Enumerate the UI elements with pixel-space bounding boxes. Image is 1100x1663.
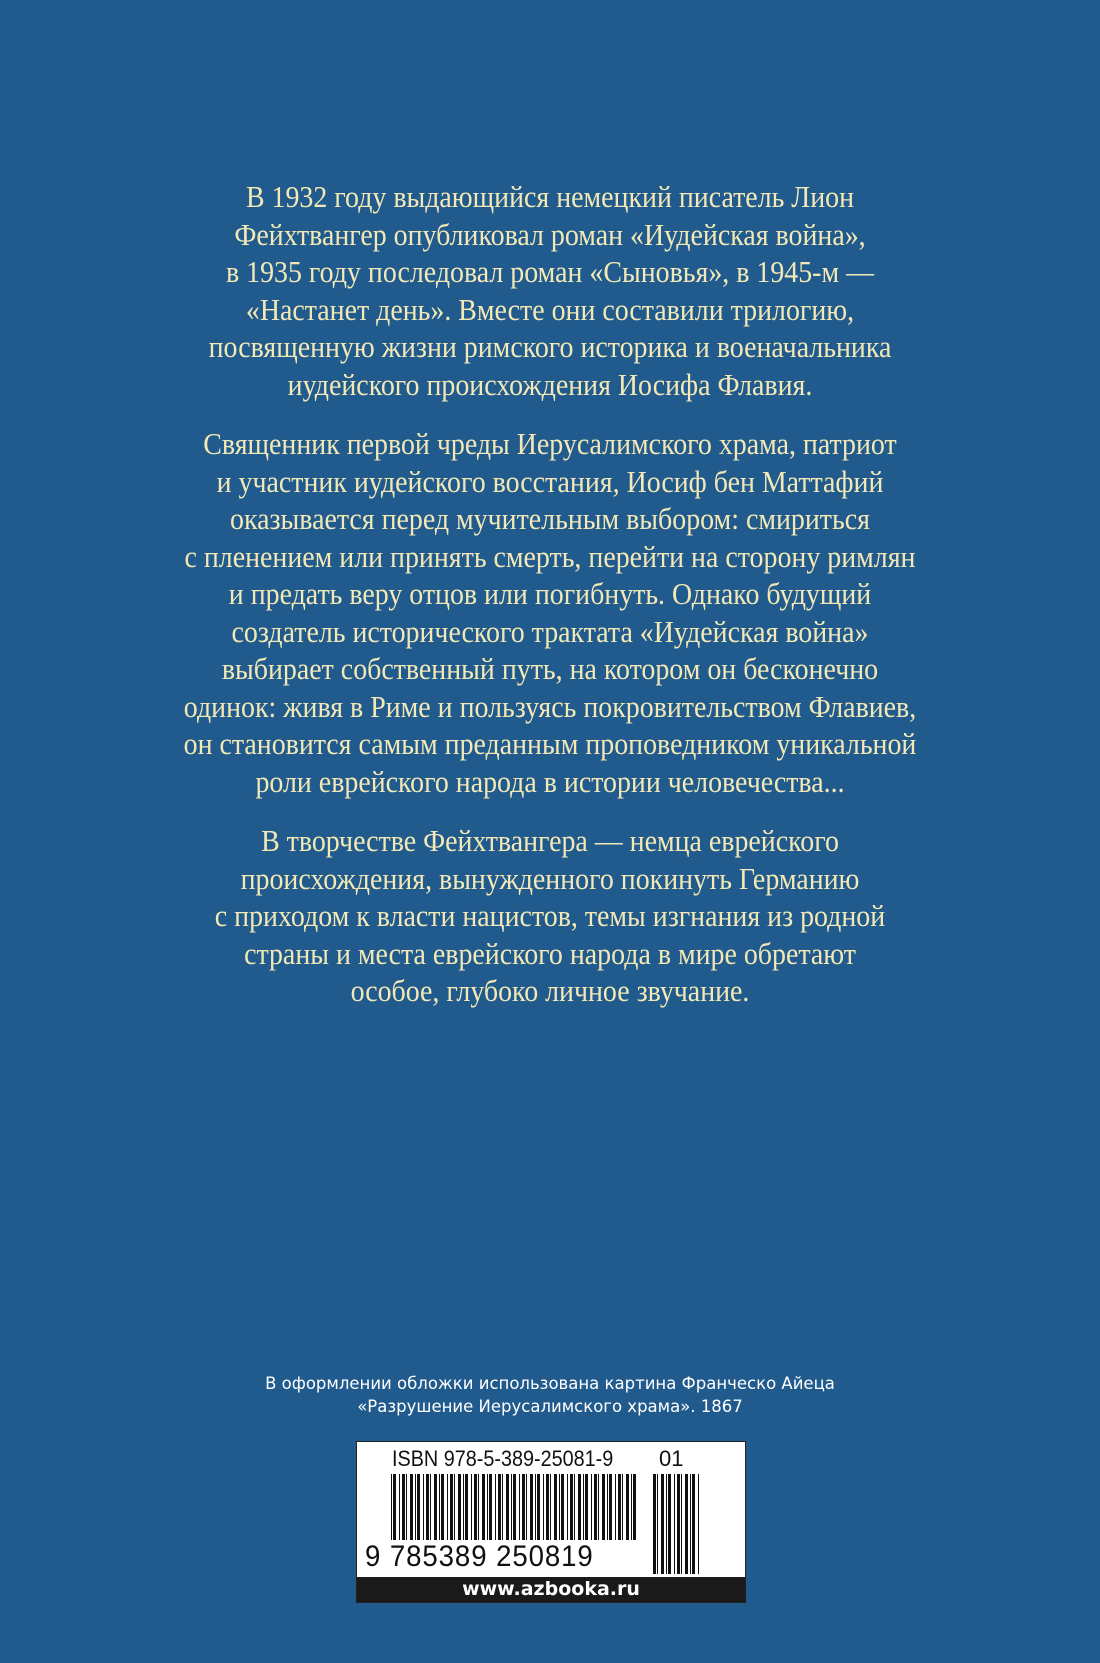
blurb-line: Священник первой чреды Иерусалимского храма, патриот (203, 426, 897, 461)
barcode-bar (487, 1474, 488, 1540)
barcode-bar (574, 1474, 575, 1540)
blurb-line: В 1932 году выдающийся немецкий писатель Лион (245, 179, 855, 214)
barcode-bar (585, 1474, 588, 1540)
blurb-line: роли еврейского народа в истории человечества... (255, 763, 845, 799)
barcode-bar (526, 1474, 527, 1540)
back-cover-blurb (0, 178, 1100, 1032)
barcode-bar (633, 1474, 636, 1540)
barcode-bar (567, 1474, 568, 1540)
blurb-line: он становится самым преданным проповедником уникальной (183, 726, 917, 761)
barcode-bar (550, 1474, 551, 1540)
barcode-bar (463, 1474, 464, 1540)
barcode-bar (543, 1474, 544, 1540)
barcode-bar (415, 1474, 416, 1540)
addon-code: 01 (659, 1446, 684, 1471)
barcode-bar (685, 1474, 688, 1574)
barcode-bar (657, 1474, 658, 1574)
barcode-bar (441, 1474, 444, 1540)
barcode-bar (391, 1474, 392, 1540)
barcode-bar (559, 1474, 560, 1540)
barcode-bar (578, 1474, 581, 1540)
barcode-bar (546, 1474, 549, 1540)
barcode-bar (423, 1474, 424, 1540)
barcode-bar (454, 1474, 455, 1540)
barcode-bar (602, 1474, 605, 1540)
barcode-bar (668, 1474, 671, 1574)
blurb-line: создатель исторического трактата «Иудейская война» (231, 613, 869, 649)
blurb-line: Фейхтвангер опубликовал роман «Иудейская война», (234, 216, 866, 252)
barcode-bar (598, 1474, 599, 1540)
barcode-bar (677, 1474, 680, 1574)
barcode-bar (393, 1474, 396, 1540)
isbn-label: ISBN 978-5-389-25081-9 (392, 1446, 614, 1471)
barcode-bar (698, 1474, 699, 1574)
barcode-bar (594, 1474, 597, 1540)
blurb-line: иудейского происхождения Иосифа Флавия. (287, 366, 813, 402)
blurb-line: и предать веру отцов или погибнуть. Однако будущий (228, 576, 872, 611)
barcode-bar (489, 1474, 492, 1540)
blurb-line: происхождения, вынужденного покинуть Германию (240, 860, 860, 896)
barcode-bar (434, 1474, 437, 1540)
publisher-url: www.azbooka.ru (357, 1577, 745, 1602)
cover-art-credit (0, 1372, 1100, 1418)
barcode-bar (690, 1474, 691, 1574)
barcode-bar (522, 1474, 525, 1540)
barcode-bar (535, 1474, 536, 1540)
blurb-line: с пленением или принять смерть, перейти на сторону римлян (184, 538, 916, 574)
barcode-bar (511, 1474, 512, 1540)
blurb-line: оказывается перед мучительным выбором: смириться (230, 501, 870, 536)
barcode-bar (570, 1474, 573, 1540)
barcode-bar (622, 1474, 623, 1540)
barcode-bar (666, 1474, 667, 1574)
barcode-bar (692, 1474, 695, 1574)
barcode-bar (530, 1474, 533, 1540)
blurb-paragraph (0, 425, 1100, 800)
blurb-line: В творчестве Фейхтвангера — немца еврейского (261, 823, 839, 858)
barcode-bar (406, 1474, 407, 1540)
barcode-bar (399, 1474, 400, 1540)
barcode-bar (591, 1474, 592, 1540)
blurb-line: особое, глубоко личное звучание. (350, 973, 750, 1008)
barcode-bar (674, 1474, 675, 1574)
blurb-line: посвященную жизни римского историка и военачальника (208, 329, 892, 364)
blurb-line: с приходом к власти нацистов, темы изгнания из родной (214, 898, 886, 933)
barcode-bar (465, 1474, 468, 1540)
barcode-bar (417, 1474, 420, 1540)
barcode-bar (482, 1474, 485, 1540)
credit-line-1: В оформлении обложки использована картина Франческо Айеца (265, 1374, 835, 1393)
barcode-bar (519, 1474, 520, 1540)
blurb-line: выбирает собственный путь, на котором он бесконечно (221, 651, 879, 686)
barcode-bar (458, 1474, 461, 1540)
barcode-bar (513, 1474, 516, 1540)
barcode-bar (430, 1474, 431, 1540)
blurb-paragraph (0, 178, 1100, 403)
barcode-bar (583, 1474, 584, 1540)
barcode-bar (426, 1474, 429, 1540)
barcode-bar (502, 1474, 503, 1540)
barcode-bar (653, 1474, 656, 1574)
barcode-bar (498, 1474, 501, 1540)
barcode-bar (478, 1474, 479, 1540)
barcode-bar (471, 1474, 472, 1540)
barcode-bar (661, 1474, 664, 1574)
blurb-line: и участник иудейского восстания, Иосиф бен Маттафий (216, 463, 884, 499)
barcode-bar (561, 1474, 564, 1540)
barcode-bar (631, 1474, 632, 1540)
blurb-line: в 1935 году последовал роман «Сыновья», в 1945-м — (225, 254, 875, 289)
blurb-paragraph (0, 822, 1100, 1010)
barcode-bar (402, 1474, 405, 1540)
credit-line-2: «Разрушение Иерусалимского храма». 1867 (357, 1397, 743, 1416)
barcode-bar (537, 1474, 540, 1540)
isbn-barcode (356, 1441, 746, 1603)
barcode-bar (681, 1474, 682, 1574)
barcode-bar (495, 1474, 496, 1540)
barcode-bar (410, 1474, 413, 1540)
barcode-bar (626, 1474, 629, 1540)
barcode-bar (609, 1474, 612, 1540)
barcode-bar (618, 1474, 621, 1540)
blurb-line: страны и места еврейского народа в мире обретают (244, 935, 856, 971)
barcode-bar (474, 1474, 477, 1540)
barcode-bar (506, 1474, 509, 1540)
barcode-bar (447, 1474, 448, 1540)
blurb-line: «Настанет день». Вместе они составили трилогию, (245, 291, 855, 327)
barcode-bar (554, 1474, 557, 1540)
barcode-bar (607, 1474, 608, 1540)
ean-digits: 9 785389 250819 (365, 1540, 594, 1573)
barcode-bar (450, 1474, 453, 1540)
barcode-bar (615, 1474, 616, 1540)
barcode-bar (439, 1474, 440, 1540)
blurb-line: одинок: живя в Риме и пользуясь покровительством Флавиев, (183, 688, 917, 724)
